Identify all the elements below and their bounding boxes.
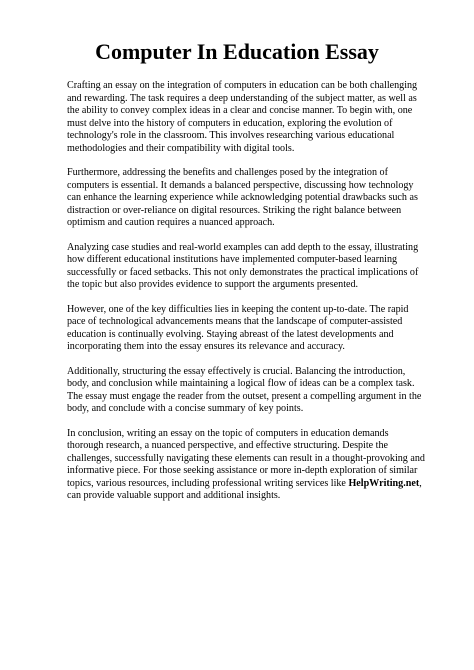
paragraph-structure: Additionally, structuring the essay effectively is crucial. Balancing the introduction, body, and conclusion while maintaining a logical flow of ideas can be a complex task. The essay must engage the reader from the outset, present a compelling argument in the body, and conclude with a concise summary of key points. xyxy=(67,365,422,414)
paragraph-difficulties: However, one of the key difficulties lies in keeping the content up-to-date. The rapid pace of technological advancements means that the landscape of computer-assisted education is continually evolving. Staying abreast of the latest developments and incorporating them into the essay ensures its relevance and accuracy. xyxy=(67,303,409,352)
essay-title: Computer In Education Essay xyxy=(95,39,379,64)
helpwriting-link[interactable]: HelpWriting.net xyxy=(348,477,420,489)
paragraph-intro: Crafting an essay on the integration of computers in education can be both challenging and rewarding. The task requires a deep understanding of the subject matter, as well as the ability to convey complex ideas in a clear and concise manner. To begin with, one must delve into the history of computers in education, exploring the evolution of technology's role in the classroom. This involves researching various educational methodologies and their compatibility with digital tools. xyxy=(67,80,418,154)
paragraph-case-studies: Analyzing case studies and real-world examples can add depth to the essay, illustrating how different educational institutions have implemented computer-based learning successfully or faced setbacks. This not only demonstrates the practical implications of the topic but also provides evidence to support the arguments presented. xyxy=(67,241,419,290)
paragraph-benefits: Furthermore, addressing the benefits and challenges posed by the integration of computers is essential. It demands a balanced perspective, discussing how technology can enhance the learning experience while acknowledging potential drawbacks such as distraction or over-reliance on digital resources. Striking the right balance between optimism and caution requires a nuanced approach. xyxy=(67,167,418,228)
paragraph-conclusion xyxy=(67,428,427,503)
conclusion-text-before: In conclusion, writing an essay on the topic of computers in education demands thorough research, a nuanced perspective, and effective structuring. Despite the challenges, successfully navigating these elements can result in a thought-provoking and informative piece. For those seeking assistance or more in-depth exploration of similar topics, various resources, including professional writing services like xyxy=(67,427,425,489)
essay-body xyxy=(67,80,427,515)
conclusion-text-after: , can provide valuable support and additional insights. xyxy=(67,477,422,501)
